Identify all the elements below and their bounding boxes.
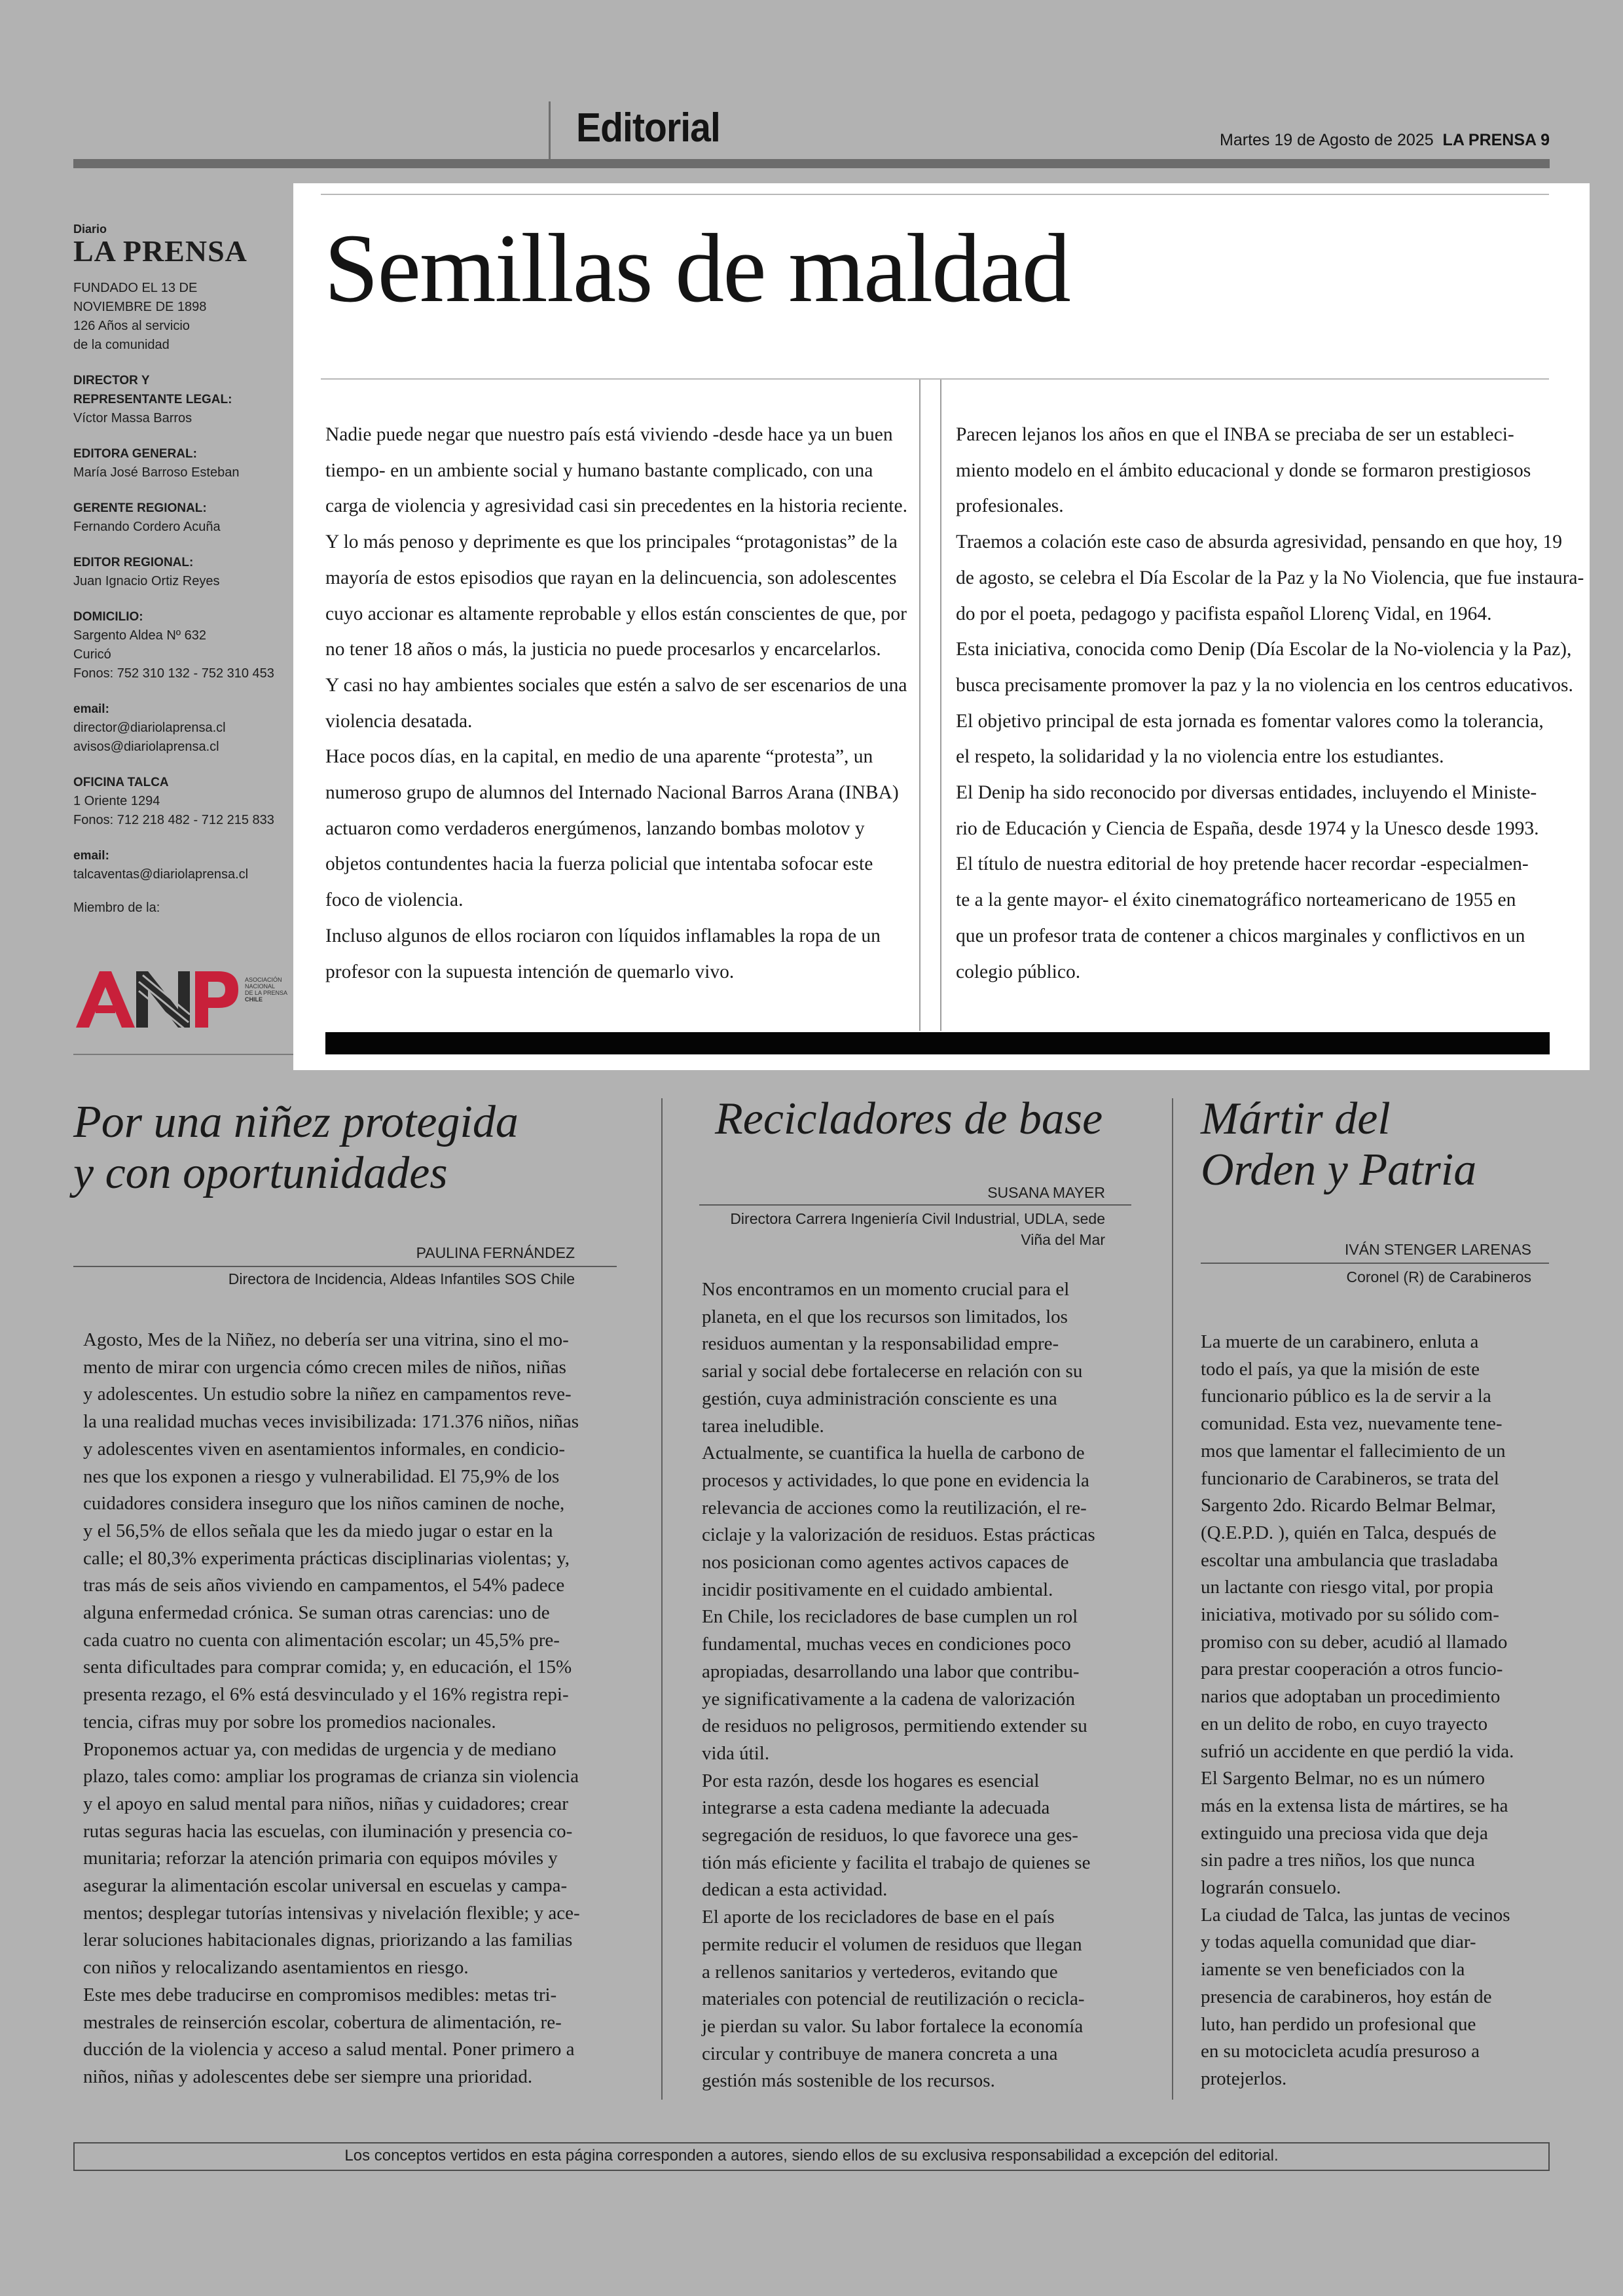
text-line: en un delito de robo, en cuyo trayecto (1201, 1713, 1488, 1734)
text-line: y el apoyo en salud mental para niños, niñas y cuidadores; crear (83, 1793, 568, 1814)
text-line: de agosto, se celebra el Día Escolar de la Paz y la No Violencia, que fue instaura- (956, 567, 1584, 588)
article-author: SUSANA MAYER (987, 1184, 1105, 1201)
page-number: LA PRENSA 9 (1442, 131, 1550, 149)
text-line: cada cuatro no cuenta con alimentación escolar; un 45,5% pre- (83, 1629, 560, 1651)
text-line: ye significativamente a la cadena de valorización (702, 1688, 1076, 1710)
anp-logo (73, 962, 288, 1034)
text-line: Por esta razón, desde los hogares es esencial (702, 1770, 1040, 1791)
text-line: procesos y actividades, lo que pone en evidencia la (702, 1469, 1089, 1491)
article-body (1201, 1329, 1514, 2093)
text-line: iamente se ven beneficiados con la (1201, 1959, 1465, 1981)
text-line: y adolescentes viven en asentamientos informales, en condicio- (83, 1438, 566, 1460)
text-line: tencia, cifras muy por sobre los promedios nacionales. (83, 1711, 496, 1732)
article-author-role: Directora de Incidencia, Aldeas Infantiles SOS Chile (228, 1270, 575, 1287)
masthead (73, 223, 289, 918)
text-line: Parecen lejanos los años en que el INBA se preciaba de ser un estableci- (956, 424, 1514, 445)
header-divider (549, 101, 551, 160)
text-line: protejerlos. (1201, 2068, 1287, 2089)
text-line: En Chile, los recicladores de base cumplen un rol (702, 1606, 1078, 1628)
text-line: asegurar la alimentación escolar universal en escuelas y campa- (83, 1875, 568, 1897)
founded-line: 126 Años al servicio (73, 319, 190, 333)
text-line: mento de mirar con urgencia cómo crecen miles de niños, niñas (83, 1356, 566, 1378)
text-line: La ciudad de Talca, las juntas de vecinos (1201, 1904, 1510, 1926)
text-line: profesor con la supuesta intención de quemarlo vivo. (325, 961, 735, 982)
logo-sub: ASOCIACIÓN (245, 977, 282, 983)
text-line: Hace pocos días, en la capital, en medio de una aparente “protesta”, un (325, 746, 873, 768)
text-line: Incluso algunos de ellos rociaron con líquidos inflamables la ropa de un (325, 925, 881, 946)
byline-rule (699, 1204, 1131, 1206)
founded-line: NOVIEMBRE DE 1898 (73, 300, 207, 314)
section-title: Editorial (576, 105, 720, 151)
text-line: tras más de seis años viviendo en campamentos, el 54% padece (83, 1575, 565, 1596)
text-line: nos posicionan como agentes activos capaces de (702, 1552, 1069, 1573)
text-line: objetos contundentes hacia la fuerza policial que intentaba sofocar este (325, 853, 873, 875)
text-line: El aporte de los recicladores de base en el país (702, 1907, 1055, 1928)
masthead-pre: Diario (73, 223, 107, 236)
text-line: El Sargento Belmar, no es un número (1201, 1768, 1486, 1789)
text-line: foco de violencia. (325, 889, 464, 911)
text-line: Agosto, Mes de la Niñez, no debería ser una vitrina, sino el mo- (83, 1329, 569, 1350)
article-title-line: Recicladores de base (715, 1094, 1103, 1144)
article-title-line: Mártir del (1201, 1094, 1391, 1144)
text-line: tarea ineludible. (702, 1415, 824, 1437)
editora-name: María José Barroso Esteban (73, 465, 240, 480)
role-line: Directora Carrera Ingeniería Civil Industrial, UDLA, sede (730, 1210, 1105, 1227)
editora-label: EDITORA GENERAL: (73, 447, 197, 461)
text-line: Sargento 2do. Ricardo Belmar Belmar, (1201, 1495, 1496, 1516)
text-line: El Denip ha sido reconocido por diversas entidades, incluyendo el Ministe- (956, 782, 1537, 804)
column-divider (940, 380, 941, 1031)
text-line: sufrió un accidente en que perdió la vida. (1201, 1740, 1514, 1762)
text-line: nes que los exponen a riesgo y vulnerabilidad. El 75,9% de los (83, 1465, 560, 1487)
text-line: incidir positivamente en el cuidado ambiental. (702, 1579, 1053, 1600)
text-line: lerar soluciones habitacionales dignas, priorizando a las familias (83, 1929, 573, 1951)
article-body (702, 1276, 1095, 2095)
article-title (73, 1097, 519, 1199)
text-line: presenta rezago, el 6% está desvinculado y el 16% registra repi- (83, 1684, 569, 1706)
text-line: comunidad. Esta vez, nuevamente tene- (1201, 1413, 1503, 1435)
text-line: Este mes debe traducirse en compromisos medibles: metas tri- (83, 1984, 557, 2005)
text-line: que un profesor trata de contener a chicos marginales y conflictivos en un (956, 925, 1525, 946)
text-line: Traemos a colación este caso de absurda agresividad, pensando en que hoy, 19 (956, 531, 1562, 553)
text-line: materiales con potencial de reutilización o recicla- (702, 1988, 1085, 2010)
text-line: violencia desatada. (325, 710, 473, 732)
editor-label: EDITOR REGIONAL: (73, 556, 194, 569)
text-line: mayoría de estos episodios que rayan en la delincuencia, son adolescentes (325, 567, 897, 588)
text-line: profesionales. (956, 495, 1064, 517)
text-line: cuyo accionar es altamente reprobable y ellos están conscientes de que, por (325, 603, 907, 624)
text-line: iniciativa, motivado por su sólido com- (1201, 1604, 1499, 1626)
email-link[interactable]: director@diariolaprensa.cl (73, 721, 226, 735)
text-line: Nadie puede negar que nuestro país está viviendo -desde hace ya un buen (325, 424, 893, 445)
text-line: numeroso grupo de alumnos del Internado Nacional Barros Arana (INBA) (325, 782, 899, 804)
editorial-bottom-bar (325, 1032, 1550, 1054)
text-line: Nos encontramos en un momento crucial para el (702, 1279, 1070, 1300)
article-title-line: Por una niñez protegida (73, 1097, 519, 1147)
text-line: promiso con su deber, acudió al llamado (1201, 1631, 1508, 1653)
talca-line: Fonos: 712 218 482 - 712 215 833 (73, 813, 274, 827)
text-line: gestión más sostenible de los recursos. (702, 2070, 995, 2092)
text-line: cuidadores considera inseguro que los niños caminen de noche, (83, 1493, 565, 1515)
article-title (715, 1094, 1103, 1145)
text-line: Esta iniciativa, conocida como Denip (Día Escolar de la No-violencia y la Paz), (956, 639, 1572, 660)
text-line: funcionario de Carabineros, se trata del (1201, 1467, 1499, 1489)
text-line: planeta, en el que los recursos son limitados, los (702, 1306, 1068, 1327)
text-line: residuos aumentan y la responsabilidad empre- (702, 1333, 1059, 1355)
text-line: ducción de la violencia y acceso a salud mental. Poner primero a (83, 2039, 575, 2060)
text-line: senta dificultades para comprar comida; y, en educación, el 15% (83, 1657, 572, 1678)
text-line: no tener 18 años o más, la justicia no puede procesarlos y encarcelarlos. (325, 639, 881, 660)
text-line: relevancia de acciones como la reutilización, el re- (702, 1497, 1087, 1518)
header-date (1220, 131, 1550, 150)
editorial-title: Semillas de maldad (324, 214, 1070, 323)
text-line: niños, niñas y adolescentes debe ser siempre una prioridad. (83, 2066, 533, 2087)
domicilio-label: DOMICILIO: (73, 610, 143, 624)
text-line: colegio público. (956, 961, 1081, 982)
text-line: más en la extensa lista de mártires, se ha (1201, 1795, 1508, 1816)
text-line: (Q.E.P.D. ), quién en Talca, después de (1201, 1522, 1497, 1543)
column-divider (1172, 1098, 1173, 2100)
text-line: permite reducir el volumen de residuos que llegan (702, 1933, 1082, 1955)
article-title-line: y con oportunidades (73, 1148, 448, 1198)
editorial-column-right (956, 417, 1584, 990)
text-line: La muerte de un carabinero, enluta a (1201, 1331, 1479, 1352)
logo-sub: CHILE (245, 996, 263, 1003)
text-line: vida útil. (702, 1742, 770, 1764)
text-line: mestrales de reinserción escolar, cobertura de alimentación, re- (83, 2011, 562, 2033)
text-line: plazo, tales como: ampliar los programas de crianza sin violencia (83, 1766, 579, 1787)
text-line: sarial y social debe fortalecerse en relación con su (702, 1361, 1083, 1382)
text-line: rutas seguras hacia las escuelas, con iluminación y presencia co- (83, 1820, 573, 1842)
column-divider (919, 380, 921, 1031)
text-line: El objetivo principal de esta jornada es fomentar valores como la tolerancia, (956, 710, 1544, 732)
text-line: el respeto, la solidaridad y la no violencia entre los estudiantes. (956, 746, 1444, 768)
text-line: circular y contribuye de manera concreta a una (702, 2043, 1058, 2064)
text-line: do por el poeta, pedagogo y pacifista español Llorenç Vidal, en 1964. (956, 603, 1492, 624)
text-line: y adolescentes. Un estudio sobre la niñez en campamentos reve- (83, 1384, 572, 1405)
article-title (1201, 1094, 1476, 1196)
domicilio-line: Curicó (73, 647, 111, 662)
email-label: email: (73, 702, 109, 716)
text-line: presencia de carabineros, hoy están de (1201, 1986, 1492, 2007)
article-title-line: Orden y Patria (1201, 1145, 1477, 1195)
article-body (83, 1327, 580, 2091)
masthead-name: LA PRENSA (73, 234, 247, 268)
text-line: en su motocicleta acudía presuroso a (1201, 2041, 1480, 2062)
text-line: dedican a esta actividad. (702, 1879, 888, 1901)
text-line: integrarse a esta cadena mediante la adecuada (702, 1797, 1050, 1819)
text-line: escoltar una ambulancia que trasladaba (1201, 1549, 1499, 1571)
text-line: de residuos no peligrosos, permitiendo extender su (702, 1715, 1087, 1737)
text-line: tiempo- en un ambiente social y humano bastante complicado, con una (325, 459, 873, 481)
text-line: funcionario público es la de servir a la (1201, 1386, 1491, 1407)
domicilio-line: Fonos: 752 310 132 - 752 310 453 (73, 666, 274, 681)
text-line: sin padre a tres niños, los que nunca (1201, 1850, 1475, 1871)
text-line: te a la gente mayor- el éxito cinematográfico norteamericano de 1955 en (956, 889, 1516, 911)
column-divider (661, 1098, 663, 2100)
founded-line: FUNDADO EL 13 DE (73, 281, 198, 295)
editorial-column-left (325, 417, 907, 990)
role-line: Viña del Mar (1021, 1231, 1105, 1248)
text-line: calle; el 80,3% experimenta prácticas disciplinarias violentas; y, (83, 1547, 570, 1569)
text-line: segregación de residuos, lo que favorece una ges- (702, 1825, 1078, 1846)
text-line: carga de violencia y agresividad casi sin precedentes en la historia reciente. (325, 495, 907, 517)
text-line: rio de Educación y Ciencia de España, desde 1974 y la Unesco desde 1993. (956, 817, 1539, 839)
article-author-role (699, 1208, 1105, 1250)
footer-disclaimer: Los conceptos vertidos en esta página corresponden a autores, siendo ellos de su exclusiva responsabilidad a excepción del editorial. (344, 2147, 1279, 2164)
article-author-role: Coronel (R) de Carabineros (1346, 1268, 1531, 1285)
text-line: un lactante con riesgo vital, por propia (1201, 1577, 1493, 1598)
text-line: para prestar cooperación a otros funcio- (1201, 1659, 1503, 1680)
text-line: todo el país, ya que la misión de este (1201, 1358, 1480, 1380)
text-line: je pierdan su valor. Su labor fortalece la economía (702, 2015, 1084, 2037)
text-line: y el 56,5% de ellos señala que les da miedo jugar o estar en la (83, 1520, 553, 1541)
editor-name: Juan Ignacio Ortiz Reyes (73, 574, 220, 588)
text-line: con niños y relocalizando asentamientos en riesgo. (83, 1957, 469, 1979)
email2-label: email: (73, 849, 109, 863)
text-line: ciclaje y la valorización de residuos. Estas prácticas (702, 1524, 1095, 1546)
domicilio-line: Sargento Aldea Nº 632 (73, 628, 207, 643)
email-link[interactable]: talcaventas@diariolaprensa.cl (73, 867, 249, 882)
founded-line: de la comunidad (73, 338, 170, 352)
editorial-top-rule (321, 194, 1549, 195)
text-line: miento modelo en el ámbito educacional y donde se formaron prestigiosos (956, 459, 1531, 481)
logo-sub: NACIONAL (245, 983, 276, 990)
text-line: mentos; desplegar tutorías intensivas y nivelación flexible; y ace- (83, 1902, 580, 1924)
director-label: DIRECTOR Y (73, 374, 150, 387)
text-line: lograrán consuelo. (1201, 1877, 1341, 1899)
text-line: Actualmente, se cuantifica la huella de carbono de (702, 1443, 1085, 1464)
article-author: IVÁN STENGER LARENAS (1344, 1241, 1531, 1258)
director-label: REPRESENTANTE LEGAL: (73, 393, 232, 406)
text-line: El título de nuestra editorial de hoy pretende hacer recordar -especialmen- (956, 853, 1529, 875)
text-line: Proponemos actuar ya, con medidas de urgencia y de mediano (83, 1738, 556, 1760)
text-line: alguna enfermedad crónica. Se suman otras carencias: uno de (83, 1602, 550, 1624)
article-author: PAULINA FERNÁNDEZ (416, 1244, 575, 1261)
text-line: a rellenos sanitarios y vertederos, evitando que (702, 1961, 1058, 1982)
header-rule (73, 159, 1550, 168)
text-line: apropiadas, desarrollando una labor que contribu- (702, 1660, 1080, 1682)
text-line: narios que adoptaban un procedimiento (1201, 1686, 1501, 1708)
date-text: Martes 19 de Agosto de 2025 (1220, 131, 1434, 149)
member-label: Miembro de la: (73, 901, 160, 915)
text-line: actuaron como verdaderos energúmenos, lanzando bombas molotov y (325, 817, 865, 839)
text-line: Y lo más penoso y deprimente es que los principales “protagonistas” de la (325, 531, 898, 553)
text-line: luto, han perdido un profesional que (1201, 2013, 1476, 2035)
talca-line: 1 Oriente 1294 (73, 794, 160, 808)
director-name: Víctor Massa Barros (73, 411, 192, 425)
text-line: gestión, cuya administración consciente es una (702, 1388, 1057, 1409)
text-line: y todas aquella comunidad que diar- (1201, 1931, 1476, 1953)
text-line: tión más eficiente y facilita el trabajo de quienes se (702, 1852, 1091, 1873)
text-line: Y casi no hay ambientes sociales que estén a salvo de ser escenarios de una (325, 674, 907, 696)
editorial-title-rule (321, 378, 1549, 380)
byline-rule (1201, 1263, 1549, 1264)
text-line: fundamental, muchas veces en condiciones poco (702, 1634, 1071, 1655)
email-link[interactable]: avisos@diariolaprensa.cl (73, 740, 219, 754)
text-line: extinguido una preciosa vida que deja (1201, 1822, 1488, 1844)
gerente-name: Fernando Cordero Acuña (73, 520, 221, 534)
logo-sub: DE LA PRENSA (245, 990, 288, 996)
text-line: mos que lamentar el fallecimiento de un (1201, 1440, 1506, 1462)
gerente-label: GERENTE REGIONAL: (73, 501, 207, 515)
text-line: munitaria; reforzar la atención primaria con equipos móviles y (83, 1848, 558, 1869)
text-line: la una realidad muchas veces invisibilizada: 171.376 niños, niñas (83, 1411, 579, 1433)
byline-rule (73, 1266, 617, 1267)
talca-label: OFICINA TALCA (73, 776, 169, 789)
text-line: busca precisamente promover la paz y la no violencia en los centros educativos. (956, 674, 1573, 696)
